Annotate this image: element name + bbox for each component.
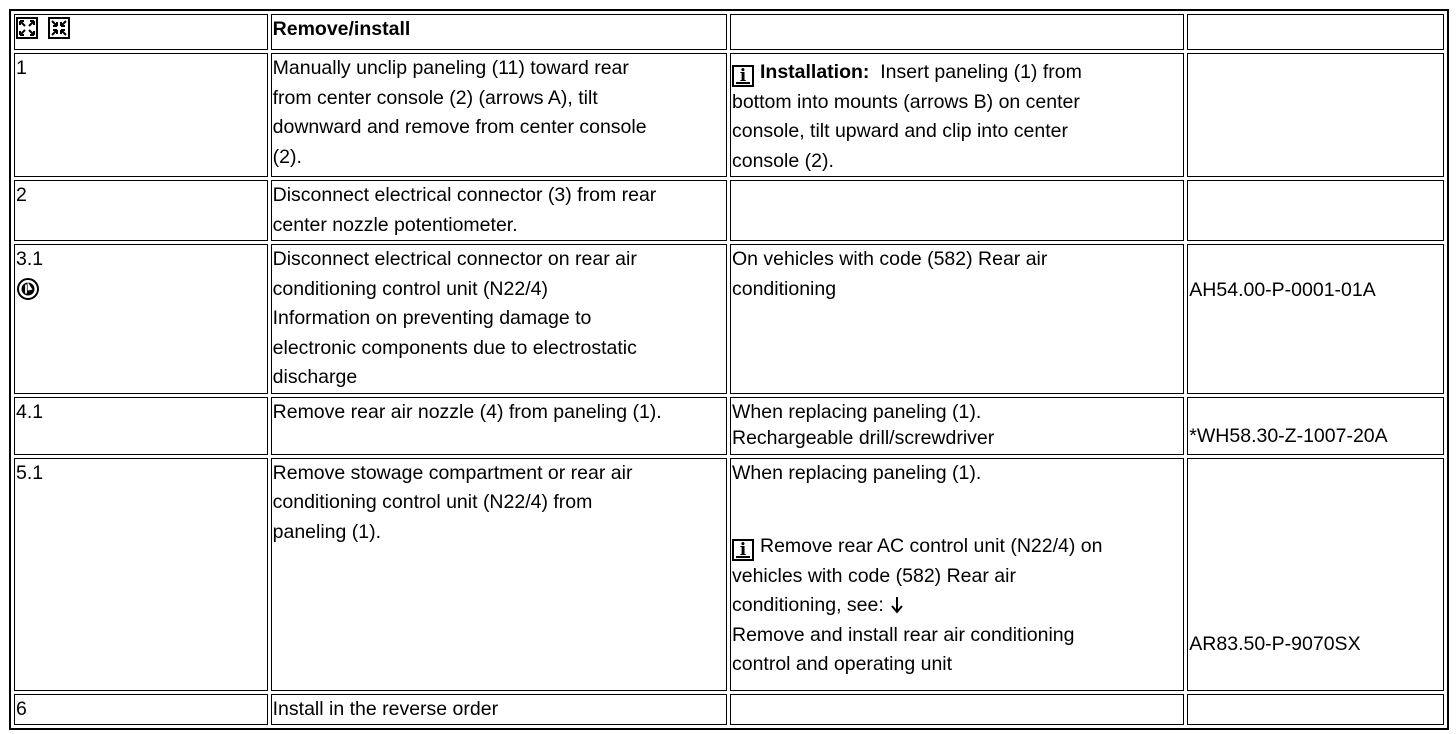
note-line: When replacing paneling (1). [731, 400, 982, 423]
doc-reference-cell [1187, 458, 1444, 691]
table-row [14, 180, 1444, 241]
procedure-text [271, 53, 727, 177]
doc-reference [1187, 53, 1444, 177]
info-icon: i [732, 65, 754, 87]
doc-reference-link[interactable]: AH54.00-P-0001-01A [1189, 279, 1376, 301]
procedure-line: conditioning control unit (N22/4) from [272, 491, 593, 513]
procedure-line: Manually unclip paneling (11) toward rear [272, 57, 629, 79]
procedure-line: downward and remove from center console [272, 116, 647, 138]
step-number: 4.1 [14, 397, 268, 455]
note-line: Rechargeable drill/screwdriver [731, 427, 995, 449]
step-number: 5.1 [14, 458, 268, 691]
procedure-text [271, 458, 727, 691]
header-doc-cell [1187, 14, 1444, 50]
note-line: When replacing paneling (1). [731, 461, 982, 484]
header-note-cell [730, 14, 1184, 50]
info-icon: i [732, 539, 754, 561]
procedure-text [271, 180, 727, 241]
note-line: console, tilt upward and clip into center [731, 120, 1069, 142]
procedure-line: Information on preventing damage to [272, 307, 592, 329]
note-line: Insert paneling (1) from [880, 61, 1082, 83]
table-row [14, 244, 1444, 394]
procedure-line: discharge [272, 366, 358, 388]
table-row [14, 694, 1444, 726]
doc-reference-cell [1187, 397, 1444, 455]
arrow-down-icon[interactable] [890, 596, 904, 614]
procedure-line: Remove stowage compartment or rear air [272, 461, 633, 484]
collapse-icon[interactable] [48, 17, 70, 39]
note-text [730, 397, 1184, 455]
note-text [730, 694, 1184, 726]
table-row [14, 53, 1444, 177]
step-cell [14, 244, 268, 394]
expand-icon[interactable] [16, 17, 38, 39]
procedure-line: conditioning control unit (N22/4) [272, 277, 548, 300]
procedure-line: (2). [272, 145, 302, 168]
note-text [730, 458, 1184, 691]
table-header-row [14, 14, 1444, 50]
note-text [730, 53, 1184, 177]
procedure-text: Remove rear air nozzle (4) from paneling (1). [271, 397, 727, 455]
doc-reference-link[interactable]: AR83.50-P-9070SX [1189, 632, 1361, 655]
procedure-text: Install in the reverse order [271, 694, 727, 726]
header-icons-cell [14, 14, 268, 50]
doc-reference-cell [1187, 244, 1444, 394]
procedure-line: from center console (2) (arrows A), tilt [272, 86, 598, 109]
note-line: vehicles with code (582) Rear air [731, 564, 1016, 587]
installation-label: Installation: [759, 61, 870, 83]
procedure-line: Disconnect electrical connector on rear air [272, 248, 637, 270]
table-row [14, 458, 1444, 691]
note-line: bottom into mounts (arrows B) on center [731, 90, 1080, 113]
procedure-table [9, 9, 1449, 730]
procedure-line: Disconnect electrical connector (3) from rear [272, 184, 657, 206]
header-title: Remove/install [271, 14, 727, 50]
procedure-line: electronic components due to electrostatic [272, 336, 637, 359]
note-line: conditioning, see: [731, 594, 884, 616]
note-text [730, 244, 1184, 394]
step-number: 2 [14, 180, 268, 241]
procedure-line: paneling (1). [272, 520, 382, 543]
note-line: conditioning [731, 277, 837, 300]
table-row [14, 397, 1444, 455]
esd-warning-icon [16, 277, 40, 301]
link-line[interactable]: control and operating unit [731, 653, 953, 675]
step-number: 1 [14, 53, 268, 177]
note-line: Remove rear AC control unit (N22/4) on [759, 535, 1103, 557]
procedure-line: center nozzle potentiometer. [272, 213, 518, 236]
procedure-text [271, 244, 727, 394]
doc-reference [1187, 694, 1444, 726]
step-number: 3.1 [16, 248, 44, 270]
doc-reference-link[interactable]: *WH58.30-Z-1007-20A [1189, 424, 1388, 447]
step-number: 6 [14, 694, 268, 726]
note-line: console (2). [731, 149, 834, 172]
doc-reference [1187, 180, 1444, 241]
note-text [730, 180, 1184, 241]
link-line[interactable]: Remove and install rear air conditioning [731, 623, 1075, 646]
note-line: On vehicles with code (582) Rear air [731, 248, 1048, 270]
